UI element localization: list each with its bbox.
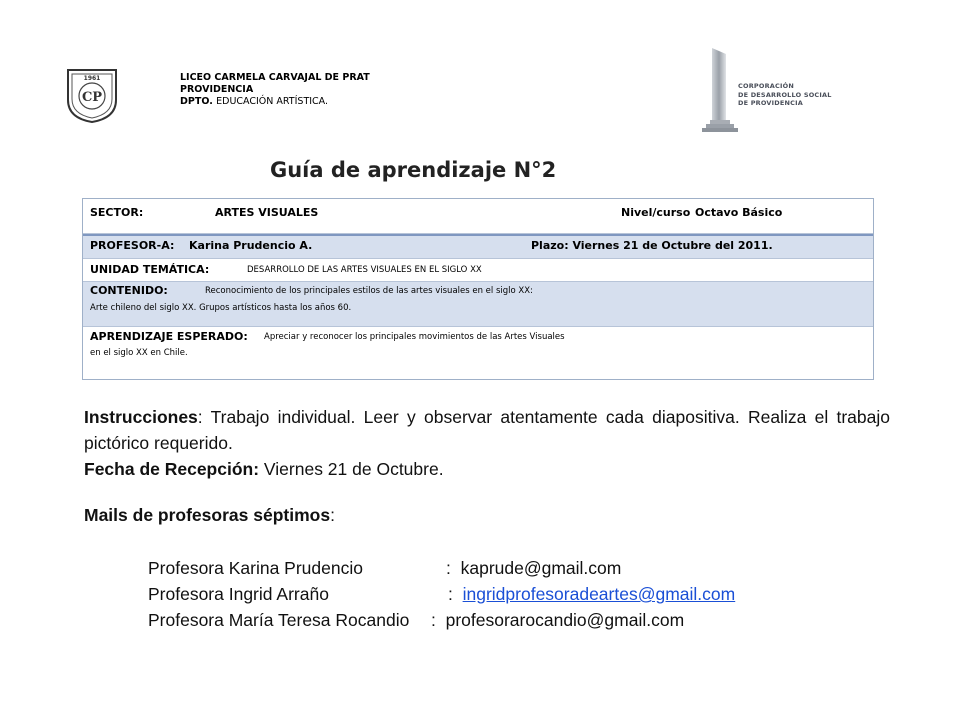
teacher-email: profesorarocandio@gmail.com [445,610,685,630]
fecha-line [84,456,890,482]
aprendizaje-line1: Apreciar y reconocer los principales movimientos de las Artes Visuales [264,332,565,342]
instructions-paragraph [84,404,890,456]
nivel-value: Octavo Básico [695,206,783,219]
unidad-value: DESARROLLO DE LAS ARTES VISUALES EN EL SIGLO XX [247,265,482,275]
mails-heading: Mails de profesoras séptimos: [84,505,335,525]
fecha-label: Fecha de Recepción: [84,459,260,479]
teacher-email-link[interactable]: ingridprofesoradeartes@gmail.com [462,584,736,604]
guide-title: Guía de aprendizaje N°2 [270,158,557,182]
corporation-name: CORPORACIÓN DE DESARROLLO SOCIAL DE PROVIDENCIA [738,82,832,107]
plazo: Plazo: Viernes 21 de Octubre del 2011. [531,239,773,252]
fecha-value: Viernes 21 de Octubre. [259,459,444,479]
sector-label: SECTOR: [90,206,144,219]
teacher-row: Profesora Karina Prudencio : kaprude@gmail.com [148,558,622,578]
teacher-name: Profesora Karina Prudencio [148,558,363,578]
instructions-block [84,404,890,528]
seal-initials: CP [81,90,103,105]
unidad-label: UNIDAD TEMÁTICA: [90,263,210,276]
unidad-row [83,259,873,282]
profesor-label: PROFESOR-A: [90,239,175,252]
aprendizaje-row [83,327,873,379]
teacher-row: Profesora María Teresa Rocandio : profesorarocandio@gmail.com [148,610,685,630]
school-name: LICEO CARMELA CARVAJAL DE PRAT [180,72,370,83]
aprendizaje-label: APRENDIZAJE ESPERADO: [90,330,248,343]
school-info [180,72,370,108]
instructions-label: Instrucciones [84,407,198,427]
teacher-name: Profesora Ingrid Arraño [148,584,329,604]
info-table [82,198,874,380]
contenido-line2: Arte chileno del siglo XX. Grupos artísticos hasta los años 60. [90,303,352,313]
teacher-row: Profesora Ingrid Arraño : ingridprofesoradeartes@gmail.com [148,584,736,604]
profesor-row [83,234,873,259]
profesor-value: Karina Prudencio A. [189,239,313,252]
contenido-line1: Reconocimiento de los principales estilos de las artes visuales en el siglo XX: [205,286,533,296]
aprendizaje-line2: en el siglo XX en Chile. [90,348,188,358]
teacher-email: kaprude@gmail.com [460,558,622,578]
instructions-text: : Trabajo individual. Leer y observar atentamente cada diapositiva. Realiza el trabajo pictórico requerido. [84,407,890,453]
teacher-name: Profesora María Teresa Rocandio [148,610,410,630]
sector-value: ARTES VISUALES [215,206,319,219]
school-dept: DPTO. EDUCACIÓN ARTÍSTICA. [180,96,329,107]
sector-row [83,199,873,234]
contenido-label: CONTENIDO: [90,284,168,297]
school-seal-logo [64,66,120,124]
nivel-label: Nivel/curso [621,206,691,219]
contenido-row [83,282,873,327]
school-city: PROVIDENCIA [180,84,254,95]
seal-year: 1961 [83,75,101,82]
